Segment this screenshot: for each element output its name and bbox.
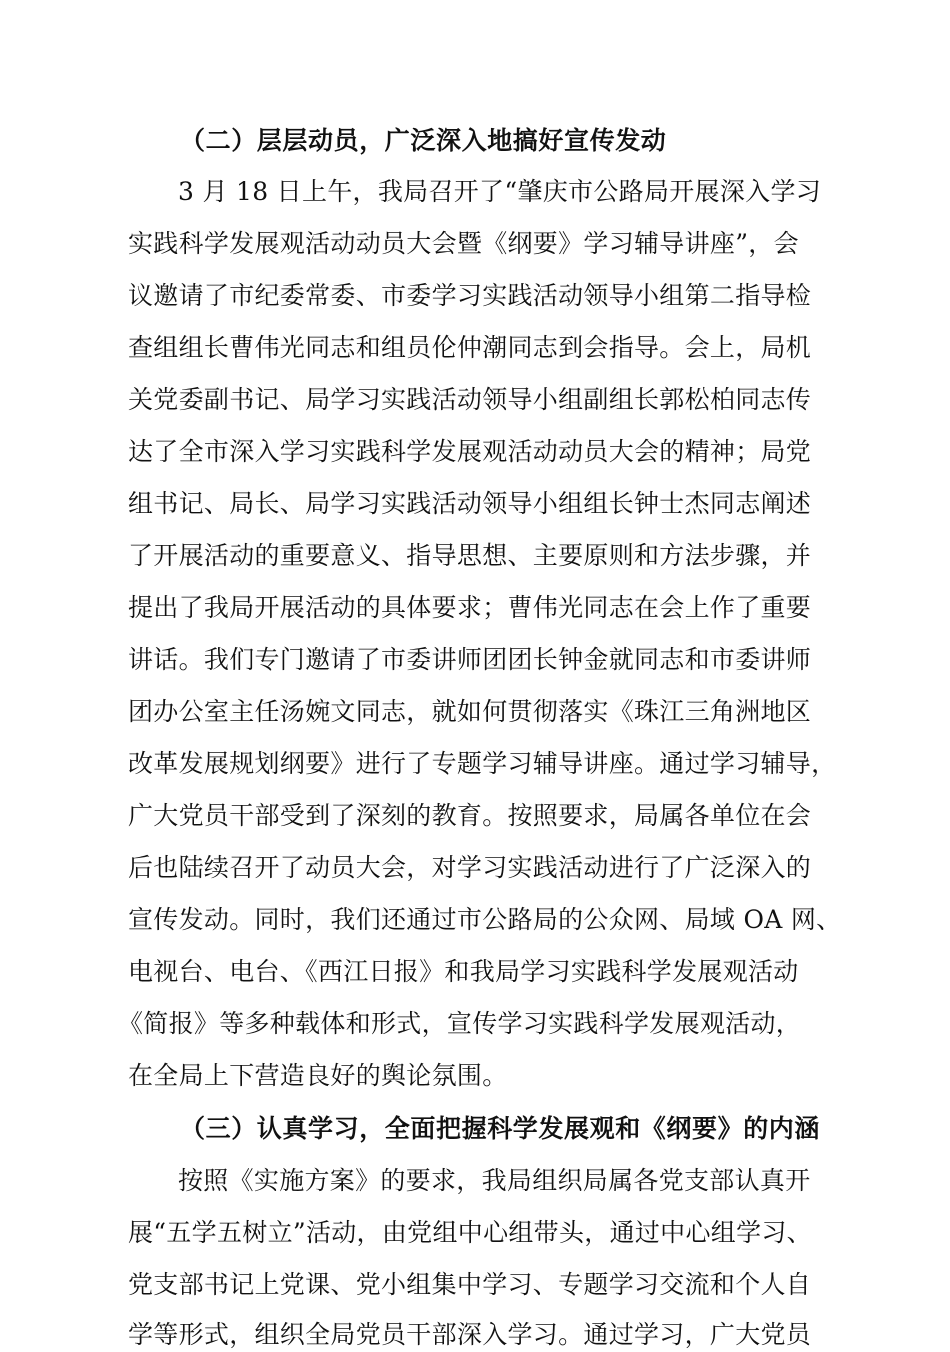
paragraph-line: 《简报》等多种载体和形式，宣传学习实践科学发展观活动， — [118, 1009, 802, 1038]
paragraph-line: 达了全市深入学习实践科学发展观活动动员大会的精神；局党 — [128, 437, 812, 466]
paragraph-line: 按照《实施方案》的要求，我局组织局属各党支部认真开 — [178, 1166, 811, 1195]
section-heading-2: （二）层层动员，广泛深入地搞好宣传发动 — [180, 126, 667, 155]
paragraph-line: 讲话。我们专门邀请了市委讲师团团长钟金就同志和市委讲师 — [128, 645, 812, 674]
paragraph-line: 团办公室主任汤婉文同志，就如何贯彻落实《珠江三角洲地区 — [128, 697, 812, 726]
paragraph-line: 在全局上下营造良好的舆论氛围。 — [128, 1061, 508, 1090]
paragraph-line: 后也陆续召开了动员大会，对学习实践活动进行了广泛深入的 — [128, 853, 812, 882]
paragraph-line: 展“五学五树立”活动，由党组中心组带头，通过中心组学习、 — [128, 1218, 812, 1247]
paragraph-line: 了开展活动的重要意义、指导思想、主要原则和方法步骤，并 — [128, 541, 812, 570]
paragraph-line: 关党委副书记、局学习实践活动领导小组副组长郭松柏同志传 — [128, 385, 812, 414]
paragraph-line: 组书记、局长、局学习实践活动领导小组组长钟士杰同志阐述 — [128, 489, 812, 518]
paragraph-line: 3 月 18 日上午，我局召开了“肇庆市公路局开展深入学习 — [178, 177, 822, 206]
paragraph-line: 党支部书记上党课、党小组集中学习、专题学习交流和个人自 — [128, 1270, 812, 1299]
paragraph-line: 议邀请了市纪委常委、市委学习实践活动领导小组第二指导检 — [128, 281, 812, 310]
paragraph-line: 学等形式，组织全局党员干部深入学习。通过学习，广大党员 — [128, 1320, 812, 1349]
paragraph-line: 提出了我局开展活动的具体要求；曹伟光同志在会上作了重要 — [128, 593, 812, 622]
paragraph-line: 查组组长曹伟光同志和组员伦仲潮同志到会指导。会上，局机 — [128, 333, 812, 362]
paragraph-line: 实践科学发展观活动动员大会暨《纲要》学习辅导讲座”，会 — [128, 229, 799, 258]
paragraph-line: 广大党员干部受到了深刻的教育。按照要求，局属各单位在会 — [128, 801, 812, 830]
section-heading-3: （三）认真学习，全面把握科学发展观和《纲要》的内涵 — [180, 1114, 821, 1143]
paragraph-line: 改革发展规划纲要》进行了专题学习辅导讲座。通过学习辅导， — [128, 749, 837, 778]
paragraph-line: 宣传发动。同时，我们还通过市公路局的公众网、局域 OA 网、 — [128, 905, 842, 934]
paragraph-line: 电视台、电台、《西江日报》和我局学习实践科学发展观活动 — [128, 957, 799, 986]
